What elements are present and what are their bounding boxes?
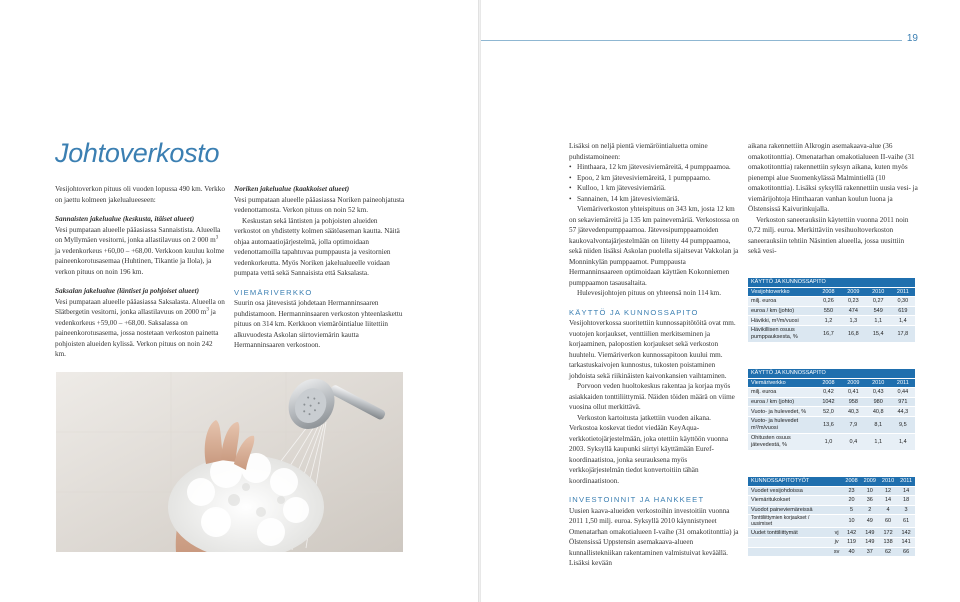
table-title: KÄYTTÖ JA KUNNOSSAPITO	[748, 278, 915, 287]
table-row	[748, 397, 915, 407]
table-cell: Vuoto- ja hulevedet, %	[748, 407, 816, 417]
paragraph-construction: aikana rakennettiin Alkrogin asemakaava-alue (36 omakotitonttia). Omenatarhan omakotialueen II-vaihe (31 omakotitonttia) rakennettiin syksyn aikana, kuten myös pienempi alue Suomenkylässä Malmintiellä (10 omakotitonttia). Lisäksi syksyllä rakennettiin uusia vesi- ja viemärijohtoja Hinthaaran vanhan koulun luona ja Ölstensissä Kaivurinkujalla.	[748, 142, 918, 213]
table-header: Vesijohtoverkko	[748, 287, 816, 297]
table-header: 2011	[891, 378, 915, 388]
table-cell: 14	[897, 486, 915, 496]
table-cell	[831, 515, 843, 528]
table-cell: 44,3	[891, 407, 915, 417]
table-cell: 0,44	[891, 388, 915, 398]
paragraph-maintenance: Vesijohtoverkossa suoritettiin kunnossapitötöitä ovat mm. vuotojen korjaukset, venttiilien merkitseminen ja korjaaminen, palopostien korjaukset sekä verkoston huuhtelu. Viemäriverkon kunnossapitoon kuului mm. tarkastuskaivojen kunnostus, tukosten poistaminen johdoista sekä riikinäisten kaivonkansien vaihtaminen.	[569, 319, 736, 380]
paragraph-saatoasemat: Keskustan sekä läntisten ja pohjoisten alueiden verkostot on yhdistetty kolmen säätöaseman kautta. Näitä ohjaa automaatiojärjestelmä, jolla optimoidaan vedenottamoilla tapahtuvaa pumppausta ja vesitornien vedenkorkeutta. Myös Noriken jakelualueelle voidaan pumpata vettä sekä Sannaisista että Saksalasta.	[234, 216, 400, 277]
table-cell: milj. euroa	[748, 297, 816, 307]
table-cell: 66	[897, 547, 915, 557]
left-page	[0, 0, 478, 602]
table-cell: 1,4	[891, 433, 915, 450]
table-row	[748, 325, 915, 342]
table-cell: 119	[842, 537, 860, 547]
table-cell: 1,0	[816, 433, 841, 450]
table-cell: 16,7	[816, 325, 841, 342]
subheading-saksala: Saksalan jakelualue (läntiset ja pohjoiset alueet)	[55, 287, 199, 295]
paragraph-sannainen: Vesi pumpataan alueelle pääasiassa Sannaistista. Alueella on Myllymäen vesitorni, jonka allastilavuus on 2 000 $m^3$ ja vedenkorkeus +60,00 – +68,00. Verkkoon kuuluu kolme paineenkorotusasemaa (Huhtinen, Tikantie ja Ilola), ja verkon pituus on noin 196 km.	[55, 225, 225, 276]
heading-viemariverkko: VIEMÄRIVERKKO	[234, 287, 313, 297]
heading-investoinnit: INVESTOINNIT JA HANKKEET	[569, 495, 705, 504]
table-cell: Vuoto- ja hulevedet m³/m/vuosi	[748, 416, 816, 433]
table-row	[748, 547, 915, 557]
table-row	[748, 496, 915, 506]
table-cell: 60	[879, 515, 897, 528]
table-row	[748, 486, 915, 496]
table-header	[831, 477, 843, 486]
table-cell: 141	[897, 537, 915, 547]
paragraph-mapping: Verkoston kartoitusta jatkettiin vuoden aikana. Verkostoa koskevat tiedot viedään KeyAqua-verkkotietojärjestelmään, joka otettiin käyttöön vuonna 2003. Syksyllä kaupunki siirtyi käyttämään Euref-koordinaatistoa, jonka seurauksena myös verkkojärjestelmän tiedot konvertoitiin tähän koordinaatistoon.	[569, 413, 729, 485]
table-cell: 5	[842, 505, 860, 515]
table-row	[748, 537, 915, 547]
table-cell: vj	[831, 528, 843, 538]
table-sewer-network	[748, 369, 915, 451]
table-cell: 62	[879, 547, 897, 557]
table-cell: 1,2	[816, 316, 841, 326]
table-cell: 20	[842, 496, 860, 506]
paragraph-saksala: Vesi pumpataan alueelle pääasiassa Saksalasta. Alueella on Slätbergetin vesitorni, jonka allastilavuus on 2000 $m^3$ ja vedenkorkeus +59,00 – +68,00. Saksalassa on paineenkorotusasema, jossa nostetaan verkoston painetta pohjoisten alueiden kylissä. Verkon pituus on noin 242 km.	[55, 297, 225, 358]
table-cell: milj. euroa	[748, 388, 816, 398]
list-item: • Epoo, 2 km jätevesiviemäreitä, 1 pumppaamo.	[577, 173, 741, 184]
table-cell: 18	[897, 496, 915, 506]
table-row	[748, 388, 915, 398]
table-header: 2008	[816, 378, 841, 388]
table-cell: euroa / km (johto)	[748, 397, 816, 407]
table-cell: 36	[861, 496, 879, 506]
table-cell: 0,4	[841, 433, 866, 450]
table-cell: Tonttiliittymien korjaukset / uusimiset	[748, 515, 831, 528]
intro-text: Vesijohtoverkon pituus oli vuoden lopussa 490 km. Verkko on jaettu kolmeen jakelualueeseen:	[55, 185, 225, 204]
table-cell: Ohitusten osuus jätevedestä, %	[748, 433, 816, 450]
table-header: KUNNOSSAPITOTYÖT	[748, 477, 831, 486]
table-cell: 958	[841, 397, 866, 407]
table-cell: Hävikki, m³/m/vuosi	[748, 316, 816, 326]
table-cell: euroa / km (johto)	[748, 306, 816, 316]
table-header: 2011	[897, 477, 915, 486]
table-row	[748, 316, 915, 326]
table-cell: 149	[861, 528, 879, 538]
table-cell: 10	[861, 486, 879, 496]
table-cell: jv	[831, 537, 843, 547]
table-header: 2009	[841, 287, 866, 297]
intro-small-areas: Lisäksi on neljä pientä viemäröintialuetta omine puhdistamoineen:	[569, 142, 708, 161]
table-cell: 1042	[816, 397, 841, 407]
table-cell: 3	[897, 505, 915, 515]
table-row	[748, 416, 915, 433]
right-page	[481, 0, 960, 602]
table-cell: 15,4	[866, 325, 891, 342]
table-cell: 142	[842, 528, 860, 538]
table-cell: 549	[866, 306, 891, 316]
table-cell: 0,30	[891, 297, 915, 307]
table-cell: 0,26	[816, 297, 841, 307]
table-cell: 971	[891, 397, 915, 407]
table-header: 2009	[861, 477, 879, 486]
table-cell: 0,27	[866, 297, 891, 307]
paragraph-network-length: Viemäriverkoston yhteispituus on 343 km, josta 12 km on sekaviemäreitä ja 135 km painevemäriä. Verkostossa on 57 jätevedenpumppaamoa. Jätevesipumppaamoiden kaukovalvontajärjestelmään on liitetty 44 pumppaamoa, sekä niiden lisäksi Askolan puolella sijaitsevat Vakkolan ja Monninkylän pumppaamot. Pumppausta Hermanninsaareen optimoidaan käyttäen Kokonniemen pumppaamon tasausaltaita.	[569, 205, 739, 287]
table-cell: 40	[842, 547, 860, 557]
table-cell: 149	[861, 537, 879, 547]
table-header: 2010	[879, 477, 897, 486]
table-cell: Uudet tonttiliittymät	[748, 528, 831, 538]
table-cell: sv	[831, 547, 843, 557]
table-cell: 2	[861, 505, 879, 515]
table-cell: 14	[879, 496, 897, 506]
shower-photo	[56, 372, 403, 552]
table-cell: 619	[891, 306, 915, 316]
table-cell: 142	[897, 528, 915, 538]
table-cell: 12	[879, 486, 897, 496]
table-cell	[748, 547, 831, 557]
column-4	[748, 141, 918, 257]
table-cell: 980	[866, 397, 891, 407]
table-cell: 0,23	[841, 297, 866, 307]
table-cell	[831, 496, 843, 506]
table-header: 2010	[866, 287, 891, 297]
column-3	[569, 141, 741, 569]
table-cell	[831, 505, 843, 515]
table-row	[748, 306, 915, 316]
column-2	[234, 184, 405, 351]
table-cell: 52,0	[816, 407, 841, 417]
table-cell: 23	[842, 486, 860, 496]
table-cell: 8,1	[866, 416, 891, 433]
table-cell: 172	[879, 528, 897, 538]
table-water-network	[748, 278, 915, 343]
paragraph-stormwater: Hulevesijohtojen pituus on yhteensä noin 114 km.	[577, 289, 722, 297]
table-cell	[831, 486, 843, 496]
table-cell: Hävikillisen osuus pumppauksesta, %	[748, 325, 816, 342]
table-cell: 550	[816, 306, 841, 316]
paragraph-norike: Vesi pumpataan alueelle pääasiassa Noriken paineohjatusta vedenottamosta. Verkon pituus on noin 52 km.	[234, 195, 405, 214]
table-cell: Vuodot paineviemäreissä	[748, 505, 831, 515]
table-cell: 474	[841, 306, 866, 316]
table-header: 2011	[891, 287, 915, 297]
table-row	[748, 528, 915, 538]
paragraph-viemariverkko: Suurin osa jätevesistä johdetaan Hermanninsaaren puhdistamoon. Hermanninsaaren verkoston yhteenlaskettu pituus on 314 km. Kerkkoon viemäröintialue liitettiin alkuvuodesta Askolan siirtoviemärin kautta Hermanninsaaren verkostoon.	[234, 299, 403, 349]
table-header: 2008	[816, 287, 841, 297]
table-cell: 0,43	[866, 388, 891, 398]
table-cell: 7,9	[841, 416, 866, 433]
table-row	[748, 297, 915, 307]
table-header: 2008	[842, 477, 860, 486]
table-cell: Viemäritukokset	[748, 496, 831, 506]
table-cell: 1,3	[841, 316, 866, 326]
list-item: • Hinthaara, 12 km jätevesiviemäreitä, 4 pumppaamoa.	[577, 162, 741, 173]
table-cell: 40,3	[841, 407, 866, 417]
paragraph-connections: Porvoon veden huoltokeskus rakentaa ja korjaa myös asiakkaiden tonttiliittymiä. Näiden töiden määrä on viime vuosina ollut merkittävä.	[569, 382, 735, 411]
table-cell: 1,4	[891, 316, 915, 326]
table-cell: 4	[879, 505, 897, 515]
list-item: • Kulloo, 1 km jätevesiviemäriä.	[577, 183, 741, 194]
table-cell: 9,5	[891, 416, 915, 433]
small-areas-list	[569, 162, 741, 204]
table-cell: 138	[879, 537, 897, 547]
table-cell: 16,8	[841, 325, 866, 342]
table-cell: 17,8	[891, 325, 915, 342]
paragraph-renovation: Verkoston saneerauksiin käytettiin vuonna 2011 noin 0,72 milj. euroa. Merkittäviin vesihuoltoverkoston saneerauksiin tehtiin Näsintien alueella, jossa uusittiin sekä vesi-	[748, 215, 909, 255]
table-cell: 13,6	[816, 416, 841, 433]
table-cell	[748, 537, 831, 547]
heading-kaytto-ja-kunnossapito: KÄYTTÖ JA KUNNOSSAPITO	[569, 307, 699, 317]
table-cell: 0,41	[841, 388, 866, 398]
table-cell: 0,42	[816, 388, 841, 398]
table-header: 2010	[866, 378, 891, 388]
table-row	[748, 407, 915, 417]
page-title: Johtoverkosto	[55, 138, 220, 168]
table-cell: 40,8	[866, 407, 891, 417]
table-header: 2009	[841, 378, 866, 388]
list-item: • Sannainen, 14 km jätevesiviemäriä.	[577, 194, 741, 205]
table-cell: 1,1	[866, 433, 891, 450]
paragraph-investments: Uusien kaava-alueiden verkostoihin investoitiin vuonna 2011 1,50 milj. euroa. Syksyllä 2010 käynnistyneet Omenatarhan omakotialueen I-vaihe (31 omakotitonttia) ja Ölstensissä Uppstensin asemakaava-alueen kunnallistekniikan rakentaminen valmistuivat keväällä. Lisäksi kevään	[569, 506, 739, 567]
table-cell: 49	[861, 515, 879, 528]
table-cell: 37	[861, 547, 879, 557]
table-row	[748, 433, 915, 450]
table-header: Viemäriverkko	[748, 378, 816, 388]
header-rule	[481, 40, 902, 41]
table-maintenance-work	[748, 477, 915, 557]
subheading-sannainen: Sannaisten jakelualue (keskusta, itäiset alueet)	[55, 215, 195, 223]
table-cell: 10	[842, 515, 860, 528]
table-row	[748, 505, 915, 515]
table-cell: Vuodet vesijohdoissa	[748, 486, 831, 496]
page-number: 19	[906, 33, 918, 44]
subheading-norike: Noriken jakelualue (kaakkoiset alueet)	[234, 185, 350, 193]
table-cell: 1,1	[866, 316, 891, 326]
table-cell: 61	[897, 515, 915, 528]
table-title: KÄYTTÖ JA KUNNOSSAPITO	[748, 369, 915, 378]
table-row	[748, 515, 915, 528]
column-1	[55, 184, 225, 360]
